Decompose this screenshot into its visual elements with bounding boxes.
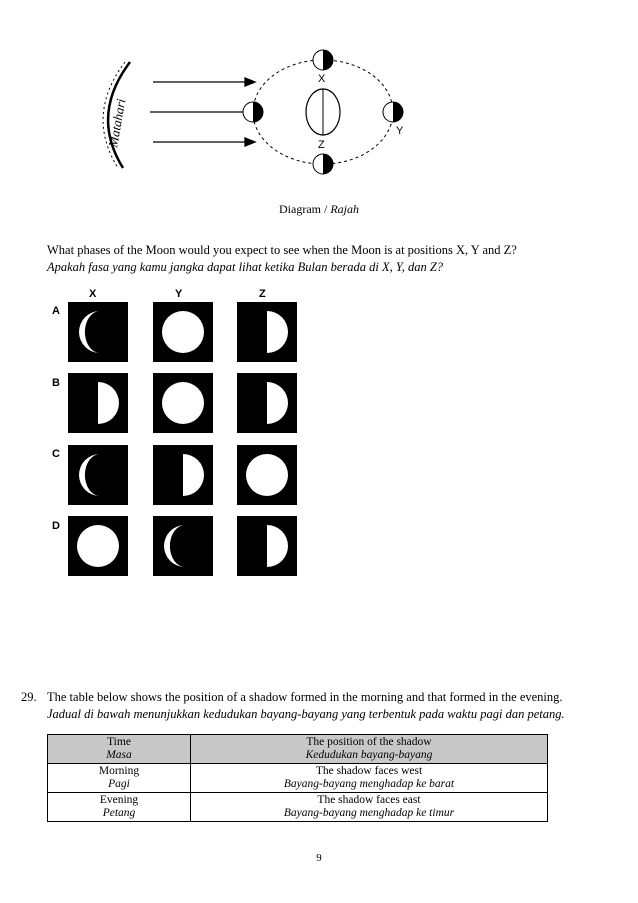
table-row [48,793,548,822]
sun-label: Matahari [105,97,129,149]
moon-left [243,102,263,122]
position-label-y: Y [396,125,404,137]
question-en: What phases of the Moon would you expect to see when the Moon is at positions X, Y and Z? [47,243,517,257]
column-label-z: Z [259,288,266,300]
moon-phase-c-y-icon [153,445,213,505]
page-number: 9 [316,852,322,864]
moon-z [313,154,333,174]
sun-rays [150,78,255,146]
moon-phase-b-x-icon [68,373,128,433]
moon-phase-d-z-icon [237,516,297,576]
row-position-ms: Bayang-bayang menghadap ke timur [283,807,455,819]
row-position: The shadow faces east [317,794,421,806]
q29-en: The table below shows the position of a shadow formed in the morning and that formed in the evening. [47,690,563,704]
column-label-y: Y [175,288,183,300]
q29-ms: Jadual di bawah menunjukkan kedudukan bayang-bayang yang terbentuk pada waktu pagi dan petang. [47,707,565,721]
moon-phase-a-x-icon [68,302,128,362]
position-label-x: X [318,73,326,85]
moon-phase-d-y-icon [153,516,213,576]
caption-italic: Rajah [330,202,359,216]
option-label-c[interactable]: C [52,448,60,460]
moon-phase-c-x-icon [68,445,128,505]
row-time: Evening [99,794,139,806]
moon-phase-a-z-icon [237,302,297,362]
row-position: The shadow faces west [315,765,423,777]
question-number: 29. [21,690,37,704]
option-label-b[interactable]: B [52,377,60,389]
moon-x [313,50,333,70]
row-time: Morning [98,765,140,777]
header-position-ms: Kedudukan bayang-bayang [305,749,433,761]
shadow-table [47,734,548,822]
moon-phase-b-z-icon [237,373,297,433]
row-position-ms: Bayang-bayang menghadap ke barat [283,778,455,790]
header-time-ms: Masa [106,749,132,761]
moon-phase-d-x-icon [68,516,128,576]
moon-phase-b-y-icon [153,373,213,433]
question-ms: Apakah fasa yang kamu jangka dapat lihat ketika Bulan berada di X, Y, dan Z? [47,260,444,274]
caption-main: Diagram / [279,202,331,216]
row-time-ms: Pagi [108,778,130,790]
sun-earth-moon-diagram [95,40,425,190]
header-time: Time [107,736,131,748]
earth [306,89,340,135]
row-time-ms: Petang [102,807,136,819]
diagram-caption [0,202,638,217]
moon-phase-a-y-icon [153,302,213,362]
moon-y [383,102,403,122]
column-label-x: X [89,288,97,300]
table-header [48,735,548,764]
header-position: The position of the shadow [306,736,432,748]
position-label-z: Z [318,139,325,151]
option-label-d[interactable]: D [52,520,60,532]
option-label-a[interactable]: A [52,305,60,317]
moon-phase-c-z-icon [237,445,297,505]
table-row [48,764,548,793]
